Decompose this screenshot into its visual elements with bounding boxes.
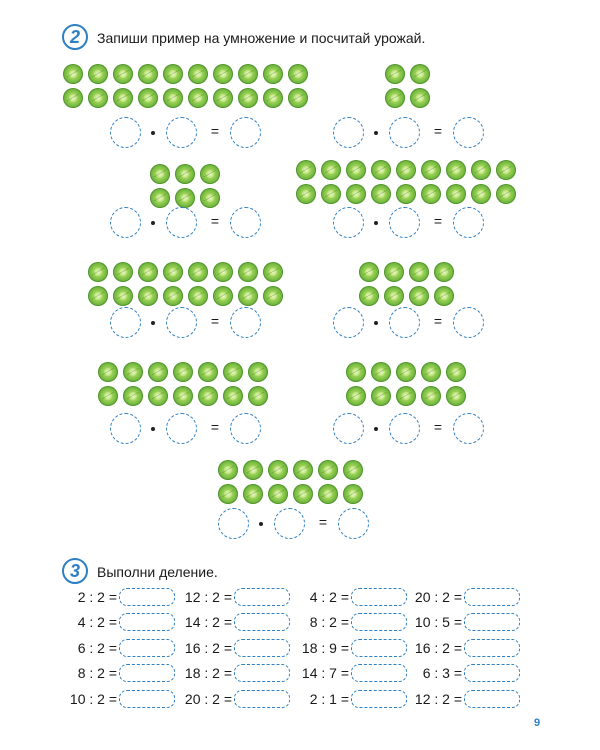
cabbage-icon bbox=[296, 184, 316, 204]
cabbage-icon bbox=[223, 362, 243, 382]
cabbage-icon bbox=[163, 262, 183, 282]
cabbage-icon bbox=[321, 160, 341, 180]
factor-answer-field[interactable] bbox=[166, 207, 197, 238]
cabbage-icon bbox=[138, 88, 158, 108]
factor-answer-field[interactable] bbox=[333, 413, 364, 444]
cabbage-icon bbox=[238, 262, 258, 282]
cabbage-icon bbox=[88, 88, 108, 108]
division-expression: 16 : 2 = bbox=[414, 640, 462, 656]
cabbage-icon bbox=[200, 188, 220, 208]
cabbage-icon bbox=[150, 188, 170, 208]
cabbage-icon bbox=[263, 286, 283, 306]
cabbage-icon bbox=[293, 460, 313, 480]
division-expression: 10 : 5 = bbox=[414, 614, 462, 630]
cabbage-icon bbox=[123, 386, 143, 406]
product-answer-field[interactable] bbox=[230, 207, 261, 238]
product-answer-field[interactable] bbox=[453, 207, 484, 238]
cabbage-icon bbox=[263, 64, 283, 84]
cabbage-icon bbox=[288, 64, 308, 84]
task-2-number: 2 bbox=[62, 24, 88, 50]
cabbage-icon bbox=[113, 88, 133, 108]
cabbage-icon bbox=[63, 88, 83, 108]
cabbage-icon bbox=[188, 286, 208, 306]
times-sign bbox=[151, 131, 155, 135]
quotient-answer-field[interactable] bbox=[119, 664, 175, 682]
cabbage-icon bbox=[346, 184, 366, 204]
cabbage-icon bbox=[213, 262, 233, 282]
cabbage-icon bbox=[384, 262, 404, 282]
cabbage-icon bbox=[238, 286, 258, 306]
cabbage-icon bbox=[123, 362, 143, 382]
cabbage-icon bbox=[396, 386, 416, 406]
cabbage-icon bbox=[343, 484, 363, 504]
cabbage-icon bbox=[268, 484, 288, 504]
cabbage-icon bbox=[88, 64, 108, 84]
cabbage-icon bbox=[371, 386, 391, 406]
cabbage-icon bbox=[421, 160, 441, 180]
times-sign bbox=[374, 427, 378, 431]
quotient-answer-field[interactable] bbox=[119, 690, 175, 708]
cabbage-icon bbox=[88, 286, 108, 306]
quotient-answer-field[interactable] bbox=[351, 613, 407, 631]
factor-answer-field[interactable] bbox=[333, 207, 364, 238]
cabbage-icon bbox=[396, 160, 416, 180]
factor-answer-field[interactable] bbox=[110, 307, 141, 338]
cabbage-icon bbox=[321, 184, 341, 204]
cabbage-icon bbox=[296, 160, 316, 180]
cabbage-icon bbox=[496, 184, 516, 204]
cabbage-icon bbox=[113, 64, 133, 84]
page-number: 9 bbox=[534, 717, 541, 729]
product-answer-field[interactable] bbox=[453, 117, 484, 148]
equals-sign: = bbox=[433, 123, 443, 139]
cabbage-icon bbox=[421, 362, 441, 382]
cabbage-icon bbox=[198, 362, 218, 382]
quotient-answer-field[interactable] bbox=[464, 690, 520, 708]
quotient-answer-field[interactable] bbox=[234, 588, 290, 606]
factor-answer-field[interactable] bbox=[218, 508, 249, 539]
cabbage-icon bbox=[496, 160, 516, 180]
cabbage-icon bbox=[223, 386, 243, 406]
times-sign bbox=[151, 221, 155, 225]
factor-answer-field[interactable] bbox=[110, 413, 141, 444]
cabbage-icon bbox=[396, 184, 416, 204]
task-2-instruction: Запиши пример на умножение и посчитай урожай. bbox=[97, 30, 426, 46]
quotient-answer-field[interactable] bbox=[119, 613, 175, 631]
cabbage-icon bbox=[150, 164, 170, 184]
quotient-answer-field[interactable] bbox=[234, 664, 290, 682]
cabbage-icon bbox=[148, 362, 168, 382]
cabbage-icon bbox=[318, 484, 338, 504]
equals-sign: = bbox=[210, 213, 220, 229]
factor-answer-field[interactable] bbox=[389, 117, 420, 148]
cabbage-icon bbox=[421, 386, 441, 406]
quotient-answer-field[interactable] bbox=[351, 639, 407, 657]
cabbage-icon bbox=[346, 160, 366, 180]
cabbage-icon bbox=[359, 262, 379, 282]
quotient-answer-field[interactable] bbox=[234, 639, 290, 657]
equals-sign: = bbox=[210, 123, 220, 139]
cabbage-icon bbox=[138, 286, 158, 306]
cabbage-icon bbox=[268, 460, 288, 480]
cabbage-icon bbox=[163, 286, 183, 306]
cabbage-icon bbox=[175, 188, 195, 208]
cabbage-icon bbox=[188, 88, 208, 108]
cabbage-icon bbox=[396, 362, 416, 382]
cabbage-icon bbox=[371, 160, 391, 180]
factor-answer-field[interactable] bbox=[333, 117, 364, 148]
quotient-answer-field[interactable] bbox=[119, 588, 175, 606]
factor-answer-field[interactable] bbox=[389, 207, 420, 238]
cabbage-icon bbox=[359, 286, 379, 306]
quotient-answer-field[interactable] bbox=[464, 613, 520, 631]
cabbage-icon bbox=[113, 262, 133, 282]
cabbage-icon bbox=[218, 484, 238, 504]
cabbage-icon bbox=[63, 64, 83, 84]
cabbage-icon bbox=[446, 184, 466, 204]
cabbage-icon bbox=[434, 286, 454, 306]
cabbage-icon bbox=[243, 484, 263, 504]
cabbage-icon bbox=[163, 88, 183, 108]
cabbage-icon bbox=[98, 362, 118, 382]
cabbage-icon bbox=[213, 64, 233, 84]
cabbage-icon bbox=[371, 362, 391, 382]
division-expression: 12 : 2 = bbox=[414, 691, 462, 707]
division-expression: 4 : 2 = bbox=[309, 589, 349, 605]
times-sign bbox=[374, 221, 378, 225]
cabbage-icon bbox=[446, 160, 466, 180]
cabbage-icon bbox=[263, 88, 283, 108]
cabbage-icon bbox=[343, 460, 363, 480]
cabbage-icon bbox=[384, 286, 404, 306]
times-sign bbox=[374, 321, 378, 325]
quotient-answer-field[interactable] bbox=[351, 664, 407, 682]
times-sign bbox=[151, 427, 155, 431]
cabbage-icon bbox=[471, 160, 491, 180]
division-expression: 14 : 2 = bbox=[184, 614, 232, 630]
cabbage-icon bbox=[88, 262, 108, 282]
cabbage-icon bbox=[218, 460, 238, 480]
division-expression: 12 : 2 = bbox=[184, 589, 232, 605]
cabbage-icon bbox=[173, 362, 193, 382]
times-sign bbox=[259, 522, 263, 526]
quotient-answer-field[interactable] bbox=[351, 690, 407, 708]
cabbage-icon bbox=[263, 262, 283, 282]
cabbage-icon bbox=[248, 362, 268, 382]
cabbage-icon bbox=[138, 262, 158, 282]
equals-sign: = bbox=[210, 419, 220, 435]
quotient-answer-field[interactable] bbox=[234, 690, 290, 708]
equals-sign: = bbox=[433, 419, 443, 435]
times-sign bbox=[151, 321, 155, 325]
cabbage-icon bbox=[410, 88, 430, 108]
division-expression: 6 : 2 = bbox=[77, 640, 117, 656]
cabbage-icon bbox=[346, 386, 366, 406]
cabbage-icon bbox=[213, 88, 233, 108]
quotient-answer-field[interactable] bbox=[351, 588, 407, 606]
cabbage-icon bbox=[421, 184, 441, 204]
cabbage-icon bbox=[188, 64, 208, 84]
quotient-answer-field[interactable] bbox=[234, 613, 290, 631]
cabbage-icon bbox=[163, 64, 183, 84]
product-answer-field[interactable] bbox=[230, 307, 261, 338]
division-expression: 2 : 1 = bbox=[309, 691, 349, 707]
cabbage-icon bbox=[409, 262, 429, 282]
division-expression: 18 : 9 = bbox=[301, 640, 349, 656]
equals-sign: = bbox=[433, 313, 443, 329]
factor-answer-field[interactable] bbox=[166, 413, 197, 444]
division-expression: 16 : 2 = bbox=[184, 640, 232, 656]
cabbage-icon bbox=[293, 484, 313, 504]
cabbage-icon bbox=[213, 286, 233, 306]
product-answer-field[interactable] bbox=[453, 413, 484, 444]
times-sign bbox=[374, 131, 378, 135]
cabbage-icon bbox=[371, 184, 391, 204]
cabbage-icon bbox=[113, 286, 133, 306]
factor-answer-field[interactable] bbox=[166, 117, 197, 148]
cabbage-icon bbox=[410, 64, 430, 84]
task-3-instruction: Выполни деление. bbox=[97, 564, 218, 580]
cabbage-icon bbox=[243, 460, 263, 480]
division-expression: 8 : 2 = bbox=[77, 665, 117, 681]
product-answer-field[interactable] bbox=[230, 117, 261, 148]
factor-answer-field[interactable] bbox=[110, 117, 141, 148]
cabbage-icon bbox=[385, 88, 405, 108]
factor-answer-field[interactable] bbox=[333, 307, 364, 338]
cabbage-icon bbox=[434, 262, 454, 282]
cabbage-icon bbox=[409, 286, 429, 306]
product-answer-field[interactable] bbox=[453, 307, 484, 338]
division-expression: 18 : 2 = bbox=[184, 665, 232, 681]
cabbage-icon bbox=[148, 386, 168, 406]
cabbage-icon bbox=[446, 362, 466, 382]
cabbage-icon bbox=[173, 386, 193, 406]
cabbage-icon bbox=[238, 64, 258, 84]
factor-answer-field[interactable] bbox=[274, 508, 305, 539]
cabbage-icon bbox=[318, 460, 338, 480]
cabbage-icon bbox=[98, 386, 118, 406]
quotient-answer-field[interactable] bbox=[464, 639, 520, 657]
cabbage-icon bbox=[471, 184, 491, 204]
cabbage-icon bbox=[138, 64, 158, 84]
cabbage-icon bbox=[346, 362, 366, 382]
cabbage-icon bbox=[198, 386, 218, 406]
equals-sign: = bbox=[210, 313, 220, 329]
division-expression: 20 : 2 = bbox=[414, 589, 462, 605]
division-expression: 20 : 2 = bbox=[184, 691, 232, 707]
factor-answer-field[interactable] bbox=[166, 307, 197, 338]
task-3-number: 3 bbox=[62, 558, 88, 584]
cabbage-icon bbox=[188, 262, 208, 282]
division-expression: 2 : 2 = bbox=[77, 589, 117, 605]
equals-sign: = bbox=[433, 213, 443, 229]
division-expression: 14 : 7 = bbox=[301, 665, 349, 681]
product-answer-field[interactable] bbox=[230, 413, 261, 444]
equals-sign: = bbox=[318, 514, 328, 530]
cabbage-icon bbox=[446, 386, 466, 406]
factor-answer-field[interactable] bbox=[389, 307, 420, 338]
division-expression: 8 : 2 = bbox=[309, 614, 349, 630]
cabbage-icon bbox=[238, 88, 258, 108]
quotient-answer-field[interactable] bbox=[119, 639, 175, 657]
factor-answer-field[interactable] bbox=[389, 413, 420, 444]
division-expression: 4 : 2 = bbox=[77, 614, 117, 630]
cabbage-icon bbox=[200, 164, 220, 184]
product-answer-field[interactable] bbox=[338, 508, 369, 539]
quotient-answer-field[interactable] bbox=[464, 588, 520, 606]
cabbage-icon bbox=[288, 88, 308, 108]
cabbage-icon bbox=[248, 386, 268, 406]
cabbage-icon bbox=[175, 164, 195, 184]
division-expression: 10 : 2 = bbox=[69, 691, 117, 707]
cabbage-icon bbox=[385, 64, 405, 84]
division-expression: 6 : 3 = bbox=[422, 665, 462, 681]
quotient-answer-field[interactable] bbox=[464, 664, 520, 682]
factor-answer-field[interactable] bbox=[110, 207, 141, 238]
